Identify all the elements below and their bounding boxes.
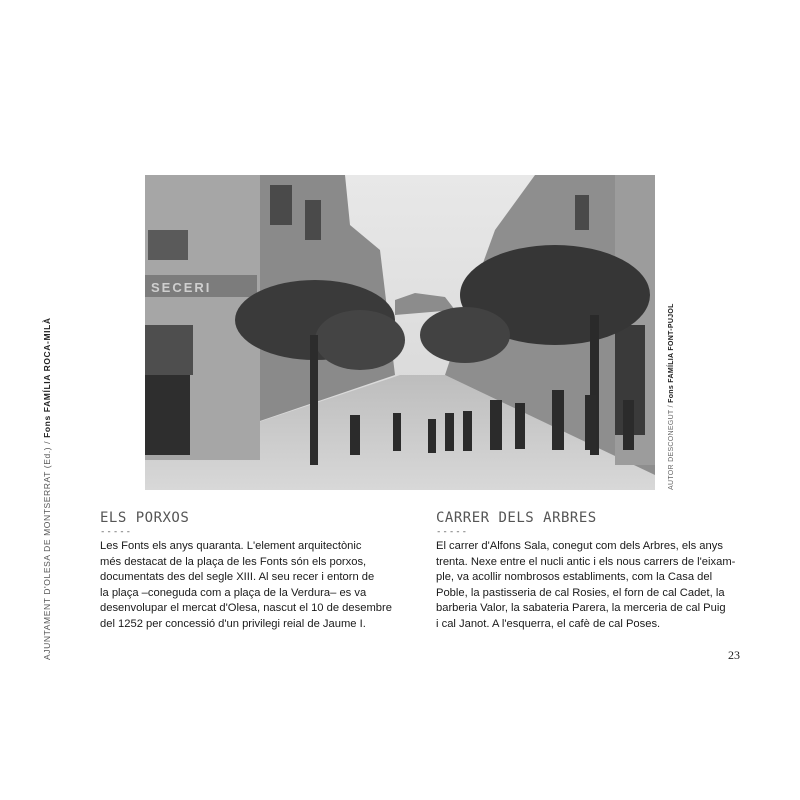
credit-source: Fons FAMÍLIA FONT-PUJOL [668,303,675,403]
right-heading: CARRER DELS ARBRES [436,510,597,526]
shop-door [145,375,190,455]
right-line: i cal Janot. A l'esquerra, el cafè de cal Poses. [436,617,661,630]
photo-credit-text [668,303,675,490]
right-line: El carrer d'Alfons Sala, conegut com dels Arbres, els anys [436,540,723,552]
page-number: 23 [728,648,740,662]
spine-source: Fons FAMÍLIA ROCA-MILÀ [42,317,52,438]
right-dashes: ----- [436,527,469,537]
left-heading: ELS PORXOS [100,510,190,526]
tree-canopy [315,310,405,370]
tree-canopy [420,307,510,363]
credit-author: AUTOR DESCONEGUT / [668,405,675,490]
right-line: trenta. Nexe entre el nucli antic i els nous carrers de l'eixam- [436,555,736,568]
left-line: la plaça –coneguda com a plaça de la Verdura– es va [100,586,367,599]
spine-credit-text [42,317,52,660]
spine-credit [12,317,52,660]
right-line: ple, va acollir nombrosos establiments, com la Casa del [436,571,713,583]
shop-shutter [145,325,193,375]
window [575,195,589,230]
shop-sign-text: SECERI [151,280,212,295]
street-photo-drawing [145,175,655,490]
photo-credit [658,303,675,493]
right-line: Poble, la pastisseria de cal Rosies, el forn de cal Cadet, la [436,586,725,599]
window [305,200,321,240]
left-column [100,509,400,632]
left-dashes: ----- [100,527,133,537]
balcony [148,230,188,260]
left-line: Les Fonts els anys quaranta. L'element arquitectònic [100,540,362,552]
left-line: més destacat de la plaça de les Fonts són els porxos, [100,555,367,568]
right-column [436,509,736,632]
window [270,185,292,225]
left-line: documentats des del segle XIII. Al seu recer i entorn de [100,571,375,583]
tree-trunk [310,335,318,465]
historic-street-photo [145,175,655,490]
left-line: desenvolupar el mercat d'Olesa, nascut el 10 de desembre [100,602,392,614]
spine-publisher: AJUNTAMENT D'OLESA DE MONTSERRAT (Ed.) / [42,440,52,660]
left-line: del 1252 per concessió d'un privilegi reial de Jaume I. [100,617,366,630]
right-line: barberia Valor, la sabateria Parera, la merceria de cal Puig [436,602,726,614]
